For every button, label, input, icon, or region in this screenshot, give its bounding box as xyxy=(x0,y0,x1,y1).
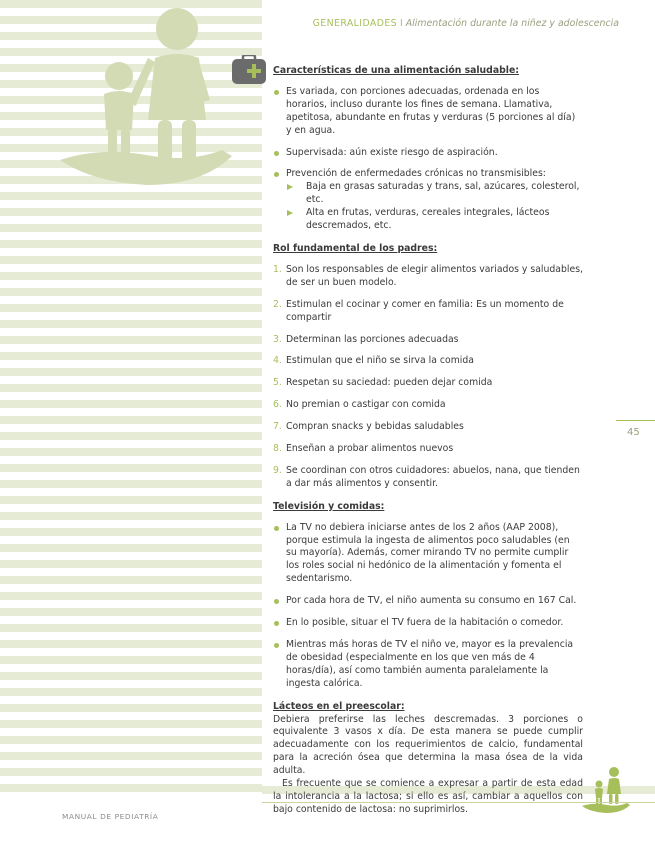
page-number-rule xyxy=(616,420,655,421)
family-hand-icon xyxy=(52,0,242,200)
numbered-item xyxy=(273,264,583,290)
item-text: Son los responsables de elegir alimentos variados y saludables, de ser un buen modelo. xyxy=(286,263,584,288)
item-number: 3. xyxy=(273,333,282,345)
paragraph: Es frecuente que se comience a expresar a partir de esta edad la intolerancia a la lactosa; si ello es así, cambiar a aquellos con bajo contenido de lactosa: no suprimirlos. xyxy=(273,778,583,815)
numbered-item xyxy=(273,465,583,491)
numbered-item xyxy=(273,399,583,412)
item-number: 1. xyxy=(273,263,282,275)
list-item: Es variada, con porciones adecuadas, ordenada en los horarios, incluso durante los fines de semana. Llamativa, apetitosa, abundante en frutas y verduras (5 porciones al día) y en agua. xyxy=(273,86,583,138)
running-header xyxy=(313,18,619,29)
item-number: 9. xyxy=(273,464,282,476)
list-item: Supervisada: aún existe riesgo de aspiración. xyxy=(273,147,583,160)
numbered-item xyxy=(273,443,583,456)
item-number: 7. xyxy=(273,421,282,433)
list-item: Por cada hora de TV, el niño aumenta su consumo en 167 Cal. xyxy=(273,595,583,608)
item-number: 2. xyxy=(273,298,282,310)
paragraph: Debiera preferirse las leches descremadas. 3 porciones o equivalente 3 vasos x día. De esta manera se puede cumplir adecuadamente con los requerimientos de calcio, fundamental para la acreción ósea que determina la masa ósea de la vida adulta. xyxy=(273,713,583,777)
item-text: Se coordinan con otros cuidadores: abuelos, nana, que tienden a dar más alimentos y consentir. xyxy=(286,464,580,489)
numbered-item xyxy=(273,334,583,347)
main-content xyxy=(273,65,583,817)
numbered-item xyxy=(273,299,583,325)
list-item-text: Prevención de enfermedades crónicas no transmisibles: xyxy=(286,168,546,180)
numbered-item xyxy=(273,355,583,368)
header-category: GENERALIDADES xyxy=(312,18,398,29)
first-aid-kit-icon xyxy=(232,55,266,85)
section-heading-rol: Rol fundamental de los padres: xyxy=(273,242,438,254)
item-text: Compran snacks y bebidas saludables xyxy=(286,421,464,433)
item-text: No premian o castigar con comida xyxy=(286,399,446,411)
footer-rule xyxy=(262,802,655,803)
item-text: Estimulan el cocinar y comer en familia: Es un momento de compartir xyxy=(286,298,564,323)
numbered-item xyxy=(273,421,583,434)
item-number: 5. xyxy=(273,377,282,389)
section-heading-television: Televisión y comidas: xyxy=(273,500,385,512)
item-text: Enseñan a probar alimentos nuevos xyxy=(286,443,454,455)
footer-text: MANUAL DE PEDIATRÍA xyxy=(62,812,159,821)
list-item xyxy=(273,168,583,233)
header-separator: I xyxy=(400,18,403,29)
sub-list xyxy=(286,181,583,233)
section-heading-lacteos: Lácteos en el preescolar: xyxy=(273,700,405,712)
section-heading-caracteristicas: Características de una alimentación saludable: xyxy=(273,65,519,76)
sub-list-item: Alta en frutas, verduras, cereales integrales, lácteos descremados, etc. xyxy=(286,207,583,233)
item-number: 4. xyxy=(273,355,282,367)
page-number: 45 xyxy=(627,427,640,438)
list-item: La TV no debiera iniciarse antes de los 2 años (AAP 2008), porque estimula la ingesta de alimentos poco saludables (en su mayoría). Además, comer mirando TV no permite cumplir los roles social ni hedónico de la alimentación y fomenta el sedentarismo. xyxy=(273,522,583,587)
caracteristicas-list xyxy=(273,86,583,233)
television-list xyxy=(273,522,583,691)
item-text: Determinan las porciones adecuadas xyxy=(286,333,459,345)
family-hand-small-icon xyxy=(580,765,632,815)
item-number: 8. xyxy=(273,443,282,455)
item-text: Estimulan que el niño se sirva la comida xyxy=(286,355,474,367)
list-item: Mientras más horas de TV el niño ve, mayor es la prevalencia de obesidad (especialmente en los que ven más de 4 horas/día), así como también aumenta paralelamente la ingesta calórica. xyxy=(273,639,583,691)
item-number: 6. xyxy=(273,399,282,411)
list-item: En lo posible, situar el TV fuera de la habitación o comedor. xyxy=(273,617,583,630)
header-title: Alimentación durante la niñez y adolescencia xyxy=(405,18,619,29)
item-text: Respetan su saciedad: pueden dejar comida xyxy=(286,377,493,389)
numbered-item xyxy=(273,377,583,390)
rol-list xyxy=(273,264,583,491)
sub-list-item: Baja en grasas saturadas y trans, sal, azúcares, colesterol, etc. xyxy=(286,181,583,207)
